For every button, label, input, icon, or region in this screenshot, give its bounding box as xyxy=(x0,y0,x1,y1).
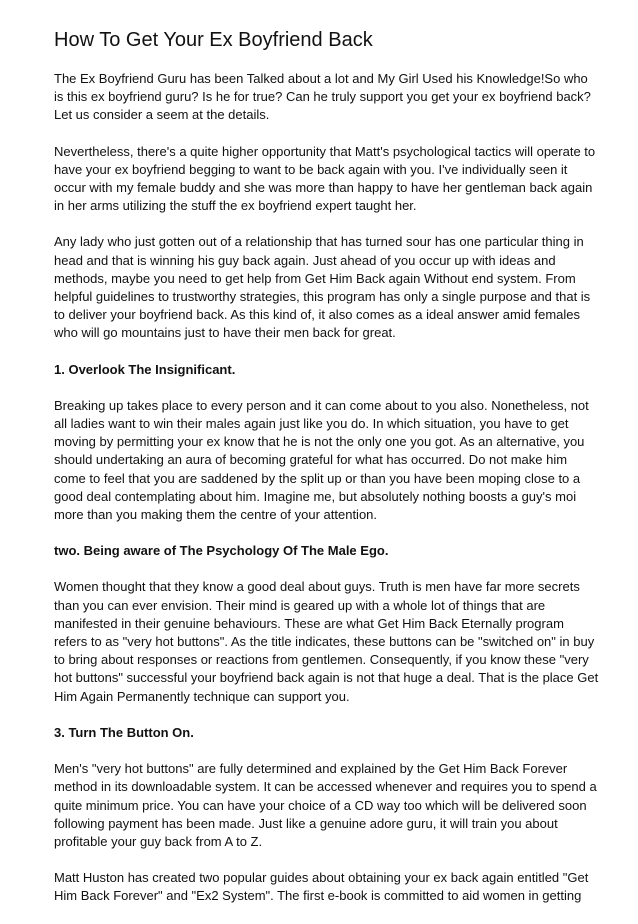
paragraph: The Ex Boyfriend Guru has been Talked about a lot and My Girl Used his Knowledge!So who is this ex boyfriend guru? Is he for true? Can he truly support you get your ex boyfriend back? Let us consider a seem at the details. xyxy=(54,71,591,123)
paragraph: Nevertheless, there's a quite higher opportunity that Matt's psychological tactics will operate to have your ex boyfriend begging to want to be back again with you. I've individually seen it occur with my female buddy and she was more than happy to have her gentleman back again in her arms utilizing the stuff the ex boyfriend expert taught her. xyxy=(54,143,596,214)
page-title: How To Get Your Ex Boyfriend Back xyxy=(54,29,373,51)
paragraph: Men's "very hot buttons" are fully determined and explained by the Get Him Back Forever method in its downloadable system. It can be accessed whenever and requires you to spend a quite minimum price. You can have your choice of a CD way too which will be delivered soon following payment has been made. Just like a genuine adore guru, it will train you about profitable your guy back from A to Z. xyxy=(54,761,597,849)
document-page xyxy=(54,28,599,924)
paragraph: Breaking up takes place to every person and it can come about to you also. Nonetheless, not all ladies want to win their males again just like you do. In which situation, you have to get moving by permitting your ex know that he is not the only one you got. As an alternative, you should undertaking an aura of becoming grateful for what has occurred. Do not make him come to feel that you are saddened by the split up or than you have been moping close to a good deal contemplating about him. Imagine me, but absolutely nothing boosts a guy's moi more than you making them the centre of your attention. xyxy=(54,397,589,523)
section-heading: 3. Turn The Button On. xyxy=(54,724,194,740)
section-heading: two. Being aware of The Psychology Of The Male Ego. xyxy=(54,543,389,559)
paragraph: Any lady who just gotten out of a relationship that has turned sour has one particular thing in head and that is winning his guy back again. Just ahead of you occur up with ideas and methods, maybe you need to get help from Get Him Back again Without end system. From helpful guidelines to trustworthy strategies, this program has only a single purpose and that is to deliver your boyfriend back. As this kind of, it also comes as a ideal answer amid females who will go mountains just to have their men back for great. xyxy=(54,234,591,341)
article-body xyxy=(54,70,599,906)
paragraph: Women thought that they know a good deal about guys. Truth is men have far more secrets than you can ever envision. Their mind is geared up with a whole lot of things that are manifested in their genuine behaviours. These are what Get Him Back Eternally program refers to as "very hot buttons". As the title indicates, these buttons can be "switched on" in buy to bring about responses or reactions from gentlemen. Consequently, if you know these "very hot buttons" successful your boyfriend back again is not that huge a deal. That is the place Get Him Again Permanently technique can support you. xyxy=(54,579,599,704)
paragraph: Matt Huston has created two popular guides about obtaining your ex back again entitled "Get Him Back Forever" and "Ex2 System". The first e-book is committed to aid women in getting xyxy=(54,870,589,904)
section-heading: 1. Overlook The Insignificant. xyxy=(54,361,236,377)
